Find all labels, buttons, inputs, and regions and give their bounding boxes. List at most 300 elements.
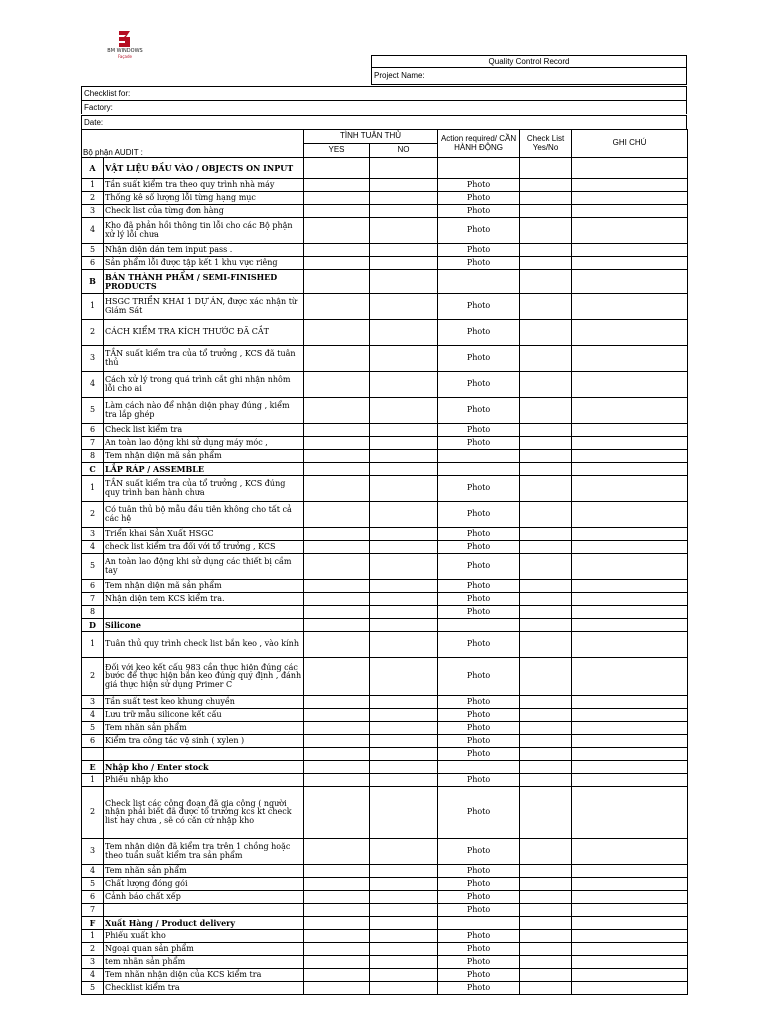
no-cell[interactable] bbox=[370, 463, 438, 476]
note-cell[interactable] bbox=[572, 270, 688, 294]
item-description: HSGC TRIỂN KHAI 1 DỰ ÁN, được xác nhận từ Giám Sát bbox=[104, 294, 304, 320]
note-cell[interactable] bbox=[572, 398, 688, 424]
no-cell[interactable] bbox=[370, 398, 438, 424]
no-cell[interactable] bbox=[370, 580, 438, 593]
note-cell[interactable] bbox=[572, 437, 688, 450]
yes-cell[interactable] bbox=[304, 606, 370, 619]
no-cell[interactable] bbox=[370, 294, 438, 320]
checklist-cell[interactable] bbox=[520, 774, 572, 787]
section-title: BÁN THÀNH PHẨM / SEMI-FINISHED PRODUCTS bbox=[104, 270, 304, 294]
note-cell[interactable] bbox=[572, 218, 688, 244]
table-row bbox=[82, 774, 688, 787]
no-cell[interactable] bbox=[370, 748, 438, 761]
checklist-cell[interactable] bbox=[520, 593, 572, 606]
item-number: 4 bbox=[82, 969, 104, 982]
yes-cell[interactable] bbox=[304, 424, 370, 437]
item-description bbox=[104, 606, 304, 619]
item-number: A bbox=[82, 158, 104, 179]
action-cell: Photo bbox=[438, 709, 520, 722]
checklist-cell[interactable] bbox=[520, 658, 572, 696]
item-description: Tần suất kiểm tra theo quy trình nhà máy bbox=[104, 179, 304, 192]
yes-cell[interactable] bbox=[304, 192, 370, 205]
item-description: An toàn lao động khi sử dụng máy móc , bbox=[104, 437, 304, 450]
table-row bbox=[82, 943, 688, 956]
no-cell[interactable] bbox=[370, 930, 438, 943]
yes-cell[interactable] bbox=[304, 179, 370, 192]
no-cell[interactable] bbox=[370, 528, 438, 541]
item-number: 2 bbox=[82, 943, 104, 956]
checklist-cell[interactable] bbox=[520, 372, 572, 398]
yes-cell[interactable] bbox=[304, 917, 370, 930]
note-cell[interactable] bbox=[572, 372, 688, 398]
item-description: Kiểm tra công tác vệ sinh ( xylen ) bbox=[104, 735, 304, 748]
note-cell[interactable] bbox=[572, 696, 688, 709]
note-cell[interactable] bbox=[572, 580, 688, 593]
checklist-cell[interactable] bbox=[520, 632, 572, 658]
checklist-cell[interactable] bbox=[520, 904, 572, 917]
note-cell[interactable] bbox=[572, 541, 688, 554]
action-cell: Photo bbox=[438, 878, 520, 891]
checklist-cell[interactable] bbox=[520, 761, 572, 774]
yes-cell[interactable] bbox=[304, 476, 370, 502]
no-cell[interactable] bbox=[370, 878, 438, 891]
checklist-cell[interactable] bbox=[520, 735, 572, 748]
action-cell: Photo bbox=[438, 606, 520, 619]
yes-cell[interactable] bbox=[304, 541, 370, 554]
note-cell[interactable] bbox=[572, 904, 688, 917]
action-cell: Photo bbox=[438, 787, 520, 839]
note-cell[interactable] bbox=[572, 554, 688, 580]
checklist-table bbox=[81, 129, 688, 995]
checklist-header: Check List Yes/No bbox=[520, 130, 572, 158]
checklist-cell[interactable] bbox=[520, 839, 572, 865]
item-description: Chất lượng đóng gói bbox=[104, 878, 304, 891]
yes-header: YES bbox=[304, 144, 370, 158]
yes-cell[interactable] bbox=[304, 593, 370, 606]
item-number: 1 bbox=[82, 774, 104, 787]
yes-cell[interactable] bbox=[304, 969, 370, 982]
checklist-cell[interactable] bbox=[520, 424, 572, 437]
note-cell[interactable] bbox=[572, 956, 688, 969]
logo-brand: BM WINDOWS bbox=[107, 48, 143, 54]
yes-cell[interactable] bbox=[304, 294, 370, 320]
no-cell[interactable] bbox=[370, 593, 438, 606]
no-cell[interactable] bbox=[370, 632, 438, 658]
item-number: 4 bbox=[82, 541, 104, 554]
no-cell[interactable] bbox=[370, 956, 438, 969]
yes-cell[interactable] bbox=[304, 956, 370, 969]
note-cell[interactable] bbox=[572, 179, 688, 192]
checklist-cell[interactable] bbox=[520, 346, 572, 372]
no-cell[interactable] bbox=[370, 205, 438, 218]
yes-cell[interactable] bbox=[304, 774, 370, 787]
checklist-cell[interactable] bbox=[520, 722, 572, 735]
note-cell[interactable] bbox=[572, 839, 688, 865]
no-cell[interactable] bbox=[370, 891, 438, 904]
yes-cell[interactable] bbox=[304, 696, 370, 709]
note-cell[interactable] bbox=[572, 709, 688, 722]
item-description: Tem nhận diện đã kiểm tra trên 1 chồng hoặc theo tuần suất kiểm tra sản phẩm bbox=[104, 839, 304, 865]
note-cell[interactable] bbox=[572, 969, 688, 982]
checklist-cell[interactable] bbox=[520, 205, 572, 218]
item-description: Đối với keo kết cấu 983 cần thực hiện đúng các bước để thực hiện bắn keo đúng quy định , đánh giá thực hiện sử dụng Primer C bbox=[104, 658, 304, 696]
table-row bbox=[82, 696, 688, 709]
checklist-cell[interactable] bbox=[520, 476, 572, 502]
yes-cell[interactable] bbox=[304, 398, 370, 424]
yes-cell[interactable] bbox=[304, 930, 370, 943]
no-cell[interactable] bbox=[370, 658, 438, 696]
checklist-cell[interactable] bbox=[520, 930, 572, 943]
no-cell[interactable] bbox=[370, 696, 438, 709]
yes-cell[interactable] bbox=[304, 658, 370, 696]
no-header: NO bbox=[370, 144, 438, 158]
checklist-cell[interactable] bbox=[520, 956, 572, 969]
table-row bbox=[82, 658, 688, 696]
no-cell[interactable] bbox=[370, 192, 438, 205]
note-cell[interactable] bbox=[572, 476, 688, 502]
checklist-cell[interactable] bbox=[520, 398, 572, 424]
table-row bbox=[82, 632, 688, 658]
yes-cell[interactable] bbox=[304, 722, 370, 735]
yes-cell[interactable] bbox=[304, 839, 370, 865]
factory-field[interactable]: Factory: bbox=[81, 100, 687, 114]
company-logo bbox=[98, 30, 152, 64]
yes-cell[interactable] bbox=[304, 528, 370, 541]
note-cell[interactable] bbox=[572, 463, 688, 476]
action-cell: Photo bbox=[438, 294, 520, 320]
note-cell[interactable] bbox=[572, 774, 688, 787]
yes-cell[interactable] bbox=[304, 463, 370, 476]
action-cell: Photo bbox=[438, 218, 520, 244]
checklist-cell[interactable] bbox=[520, 502, 572, 528]
project-name-field[interactable]: Project Name: bbox=[371, 68, 687, 85]
checklist-cell[interactable] bbox=[520, 320, 572, 346]
action-cell bbox=[438, 270, 520, 294]
item-number: 1 bbox=[82, 930, 104, 943]
checklist-cell[interactable] bbox=[520, 450, 572, 463]
checklist-cell[interactable] bbox=[520, 192, 572, 205]
checklist-cell[interactable] bbox=[520, 969, 572, 982]
no-cell[interactable] bbox=[370, 865, 438, 878]
yes-cell[interactable] bbox=[304, 580, 370, 593]
item-number: E bbox=[82, 761, 104, 774]
item-number: 6 bbox=[82, 580, 104, 593]
item-number: 2 bbox=[82, 658, 104, 696]
note-cell[interactable] bbox=[572, 930, 688, 943]
action-cell: Photo bbox=[438, 528, 520, 541]
action-cell: Photo bbox=[438, 205, 520, 218]
table-row bbox=[82, 294, 688, 320]
checklist-cell[interactable] bbox=[520, 865, 572, 878]
note-cell[interactable] bbox=[572, 502, 688, 528]
checklist-cell[interactable] bbox=[520, 891, 572, 904]
no-cell[interactable] bbox=[370, 709, 438, 722]
note-cell[interactable] bbox=[572, 735, 688, 748]
note-cell[interactable] bbox=[572, 294, 688, 320]
no-cell[interactable] bbox=[370, 606, 438, 619]
action-cell: Photo bbox=[438, 930, 520, 943]
yes-cell[interactable] bbox=[304, 502, 370, 528]
section-row bbox=[82, 917, 688, 930]
yes-cell[interactable] bbox=[304, 735, 370, 748]
item-number: 5 bbox=[82, 398, 104, 424]
note-cell[interactable] bbox=[572, 787, 688, 839]
no-cell[interactable] bbox=[370, 839, 438, 865]
item-number: 6 bbox=[82, 257, 104, 270]
compliance-header: TÌNH TUÂN THỦ bbox=[304, 130, 438, 144]
note-cell[interactable] bbox=[572, 158, 688, 179]
table-row bbox=[82, 179, 688, 192]
note-cell[interactable] bbox=[572, 761, 688, 774]
note-cell[interactable] bbox=[572, 424, 688, 437]
yes-cell[interactable] bbox=[304, 891, 370, 904]
item-number: 6 bbox=[82, 891, 104, 904]
item-number: 2 bbox=[82, 787, 104, 839]
yes-cell[interactable] bbox=[304, 450, 370, 463]
action-cell bbox=[438, 917, 520, 930]
item-description: Check list kiểm tra bbox=[104, 424, 304, 437]
table-row bbox=[82, 424, 688, 437]
no-cell[interactable] bbox=[370, 541, 438, 554]
note-cell[interactable] bbox=[572, 632, 688, 658]
action-cell: Photo bbox=[438, 424, 520, 437]
checklist-cell[interactable] bbox=[520, 528, 572, 541]
section-row bbox=[82, 619, 688, 632]
checklist-cell[interactable] bbox=[520, 748, 572, 761]
yes-cell[interactable] bbox=[304, 257, 370, 270]
action-cell: Photo bbox=[438, 722, 520, 735]
item-number: C bbox=[82, 463, 104, 476]
item-description bbox=[104, 748, 304, 761]
checklist-cell[interactable] bbox=[520, 982, 572, 995]
item-description: Làm cách nào để nhận diện phay đúng , kiểm tra lắp ghép bbox=[104, 398, 304, 424]
yes-cell[interactable] bbox=[304, 218, 370, 244]
no-cell[interactable] bbox=[370, 969, 438, 982]
note-cell[interactable] bbox=[572, 528, 688, 541]
action-cell: Photo bbox=[438, 398, 520, 424]
checklist-cell[interactable] bbox=[520, 179, 572, 192]
logo-tagline: Façade bbox=[117, 54, 133, 59]
note-cell[interactable] bbox=[572, 320, 688, 346]
yes-cell[interactable] bbox=[304, 205, 370, 218]
checklist-cell[interactable] bbox=[520, 554, 572, 580]
no-cell[interactable] bbox=[370, 904, 438, 917]
yes-cell[interactable] bbox=[304, 943, 370, 956]
no-cell[interactable] bbox=[370, 244, 438, 257]
checklist-cell[interactable] bbox=[520, 709, 572, 722]
no-cell[interactable] bbox=[370, 218, 438, 244]
yes-cell[interactable] bbox=[304, 270, 370, 294]
table-row bbox=[82, 541, 688, 554]
no-cell[interactable] bbox=[370, 502, 438, 528]
checklist-cell[interactable] bbox=[520, 619, 572, 632]
checklist-cell[interactable] bbox=[520, 158, 572, 179]
no-cell[interactable] bbox=[370, 982, 438, 995]
date-field[interactable]: Date: bbox=[81, 115, 687, 129]
item-number: B bbox=[82, 270, 104, 294]
action-cell: Photo bbox=[438, 372, 520, 398]
note-cell[interactable] bbox=[572, 722, 688, 735]
note-cell[interactable] bbox=[572, 606, 688, 619]
item-description: Check list của từng đơn hàng bbox=[104, 205, 304, 218]
item-description: Tem nhãn sản phẩm bbox=[104, 722, 304, 735]
yes-cell[interactable] bbox=[304, 158, 370, 179]
item-number: 6 bbox=[82, 424, 104, 437]
no-cell[interactable] bbox=[370, 450, 438, 463]
table-row bbox=[82, 904, 688, 917]
note-cell[interactable] bbox=[572, 244, 688, 257]
checklist-for-field[interactable]: Checklist for: bbox=[81, 86, 687, 100]
note-cell[interactable] bbox=[572, 658, 688, 696]
no-cell[interactable] bbox=[370, 735, 438, 748]
item-number: 1 bbox=[82, 294, 104, 320]
item-description: Tem nhận diện mã sản phẩm bbox=[104, 450, 304, 463]
no-cell[interactable] bbox=[370, 346, 438, 372]
note-cell[interactable] bbox=[572, 878, 688, 891]
note-cell[interactable] bbox=[572, 205, 688, 218]
yes-cell[interactable] bbox=[304, 748, 370, 761]
checklist-cell[interactable] bbox=[520, 541, 572, 554]
note-cell[interactable] bbox=[572, 917, 688, 930]
table-row bbox=[82, 606, 688, 619]
checklist-cell[interactable] bbox=[520, 463, 572, 476]
checklist-cell[interactable] bbox=[520, 917, 572, 930]
checklist-cell[interactable] bbox=[520, 696, 572, 709]
no-cell[interactable] bbox=[370, 787, 438, 839]
yes-cell[interactable] bbox=[304, 437, 370, 450]
action-cell bbox=[438, 158, 520, 179]
table-row bbox=[82, 218, 688, 244]
yes-cell[interactable] bbox=[304, 619, 370, 632]
item-description: Tần suất test keo khung chuyền bbox=[104, 696, 304, 709]
no-cell[interactable] bbox=[370, 554, 438, 580]
no-cell[interactable] bbox=[370, 270, 438, 294]
no-cell[interactable] bbox=[370, 372, 438, 398]
no-cell[interactable] bbox=[370, 943, 438, 956]
table-row bbox=[82, 593, 688, 606]
checklist-cell[interactable] bbox=[520, 580, 572, 593]
no-cell[interactable] bbox=[370, 437, 438, 450]
action-cell: Photo bbox=[438, 179, 520, 192]
action-cell: Photo bbox=[438, 982, 520, 995]
item-number: 1 bbox=[82, 476, 104, 502]
item-number: 1 bbox=[82, 179, 104, 192]
no-cell[interactable] bbox=[370, 761, 438, 774]
note-cell[interactable] bbox=[572, 257, 688, 270]
no-cell[interactable] bbox=[370, 722, 438, 735]
table-row bbox=[82, 982, 688, 995]
checklist-cell[interactable] bbox=[520, 606, 572, 619]
yes-cell[interactable] bbox=[304, 372, 370, 398]
action-cell: Photo bbox=[438, 320, 520, 346]
yes-cell[interactable] bbox=[304, 982, 370, 995]
item-description: Tem nhãn nhận diện của KCS kiểm tra bbox=[104, 969, 304, 982]
yes-cell[interactable] bbox=[304, 878, 370, 891]
item-number: 3 bbox=[82, 696, 104, 709]
note-cell[interactable] bbox=[572, 982, 688, 995]
no-cell[interactable] bbox=[370, 179, 438, 192]
action-cell: Photo bbox=[438, 891, 520, 904]
checklist-cell[interactable] bbox=[520, 257, 572, 270]
item-number: 2 bbox=[82, 192, 104, 205]
yes-cell[interactable] bbox=[304, 320, 370, 346]
checklist-cell[interactable] bbox=[520, 294, 572, 320]
yes-cell[interactable] bbox=[304, 244, 370, 257]
item-description: Phiếu xuất kho bbox=[104, 930, 304, 943]
yes-cell[interactable] bbox=[304, 761, 370, 774]
yes-cell[interactable] bbox=[304, 709, 370, 722]
table-row bbox=[82, 956, 688, 969]
action-cell bbox=[438, 761, 520, 774]
checklist-cell[interactable] bbox=[520, 943, 572, 956]
no-cell[interactable] bbox=[370, 257, 438, 270]
no-cell[interactable] bbox=[370, 476, 438, 502]
checklist-cell[interactable] bbox=[520, 787, 572, 839]
table-row bbox=[82, 787, 688, 839]
yes-cell[interactable] bbox=[304, 787, 370, 839]
audit-department-header: Bộ phận AUDIT : bbox=[82, 130, 304, 158]
note-cell[interactable] bbox=[572, 192, 688, 205]
note-cell[interactable] bbox=[572, 865, 688, 878]
no-cell[interactable] bbox=[370, 774, 438, 787]
item-number: 5 bbox=[82, 722, 104, 735]
note-cell[interactable] bbox=[572, 450, 688, 463]
item-description: tem nhãn sản phẩm bbox=[104, 956, 304, 969]
checklist-cell[interactable] bbox=[520, 218, 572, 244]
no-cell[interactable] bbox=[370, 917, 438, 930]
section-title: Nhập kho / Enter stock bbox=[104, 761, 304, 774]
action-cell: Photo bbox=[438, 658, 520, 696]
no-cell[interactable] bbox=[370, 158, 438, 179]
item-number: 7 bbox=[82, 437, 104, 450]
table-row bbox=[82, 865, 688, 878]
yes-cell[interactable] bbox=[304, 554, 370, 580]
item-description: Tem nhận diện mã sản phẩm bbox=[104, 580, 304, 593]
note-cell[interactable] bbox=[572, 943, 688, 956]
checklist-cell[interactable] bbox=[520, 437, 572, 450]
item-number: 5 bbox=[82, 554, 104, 580]
no-cell[interactable] bbox=[370, 320, 438, 346]
table-row bbox=[82, 372, 688, 398]
yes-cell[interactable] bbox=[304, 904, 370, 917]
no-cell[interactable] bbox=[370, 619, 438, 632]
action-cell: Photo bbox=[438, 696, 520, 709]
yes-cell[interactable] bbox=[304, 346, 370, 372]
item-number: 5 bbox=[82, 244, 104, 257]
table-row bbox=[82, 346, 688, 372]
checklist-cell[interactable] bbox=[520, 270, 572, 294]
checklist-cell[interactable] bbox=[520, 878, 572, 891]
checklist-cell[interactable] bbox=[520, 244, 572, 257]
section-row bbox=[82, 761, 688, 774]
action-cell: Photo bbox=[438, 593, 520, 606]
item-description: Ngoại quan sản phẩm bbox=[104, 943, 304, 956]
note-cell[interactable] bbox=[572, 748, 688, 761]
no-cell[interactable] bbox=[370, 424, 438, 437]
note-cell[interactable] bbox=[572, 593, 688, 606]
yes-cell[interactable] bbox=[304, 632, 370, 658]
yes-cell[interactable] bbox=[304, 865, 370, 878]
action-cell: Photo bbox=[438, 865, 520, 878]
note-cell[interactable] bbox=[572, 891, 688, 904]
item-number: 4 bbox=[82, 865, 104, 878]
note-cell[interactable] bbox=[572, 346, 688, 372]
item-description: CÁCH KIỂM TRA KÍCH THƯỚC ĐÃ CẮT bbox=[104, 320, 304, 346]
section-title: VẬT LIỆU ĐẦU VÀO / OBJECTS ON INPUT bbox=[104, 158, 304, 179]
note-cell[interactable] bbox=[572, 619, 688, 632]
action-cell: Photo bbox=[438, 969, 520, 982]
item-description: Checklist kiểm tra bbox=[104, 982, 304, 995]
